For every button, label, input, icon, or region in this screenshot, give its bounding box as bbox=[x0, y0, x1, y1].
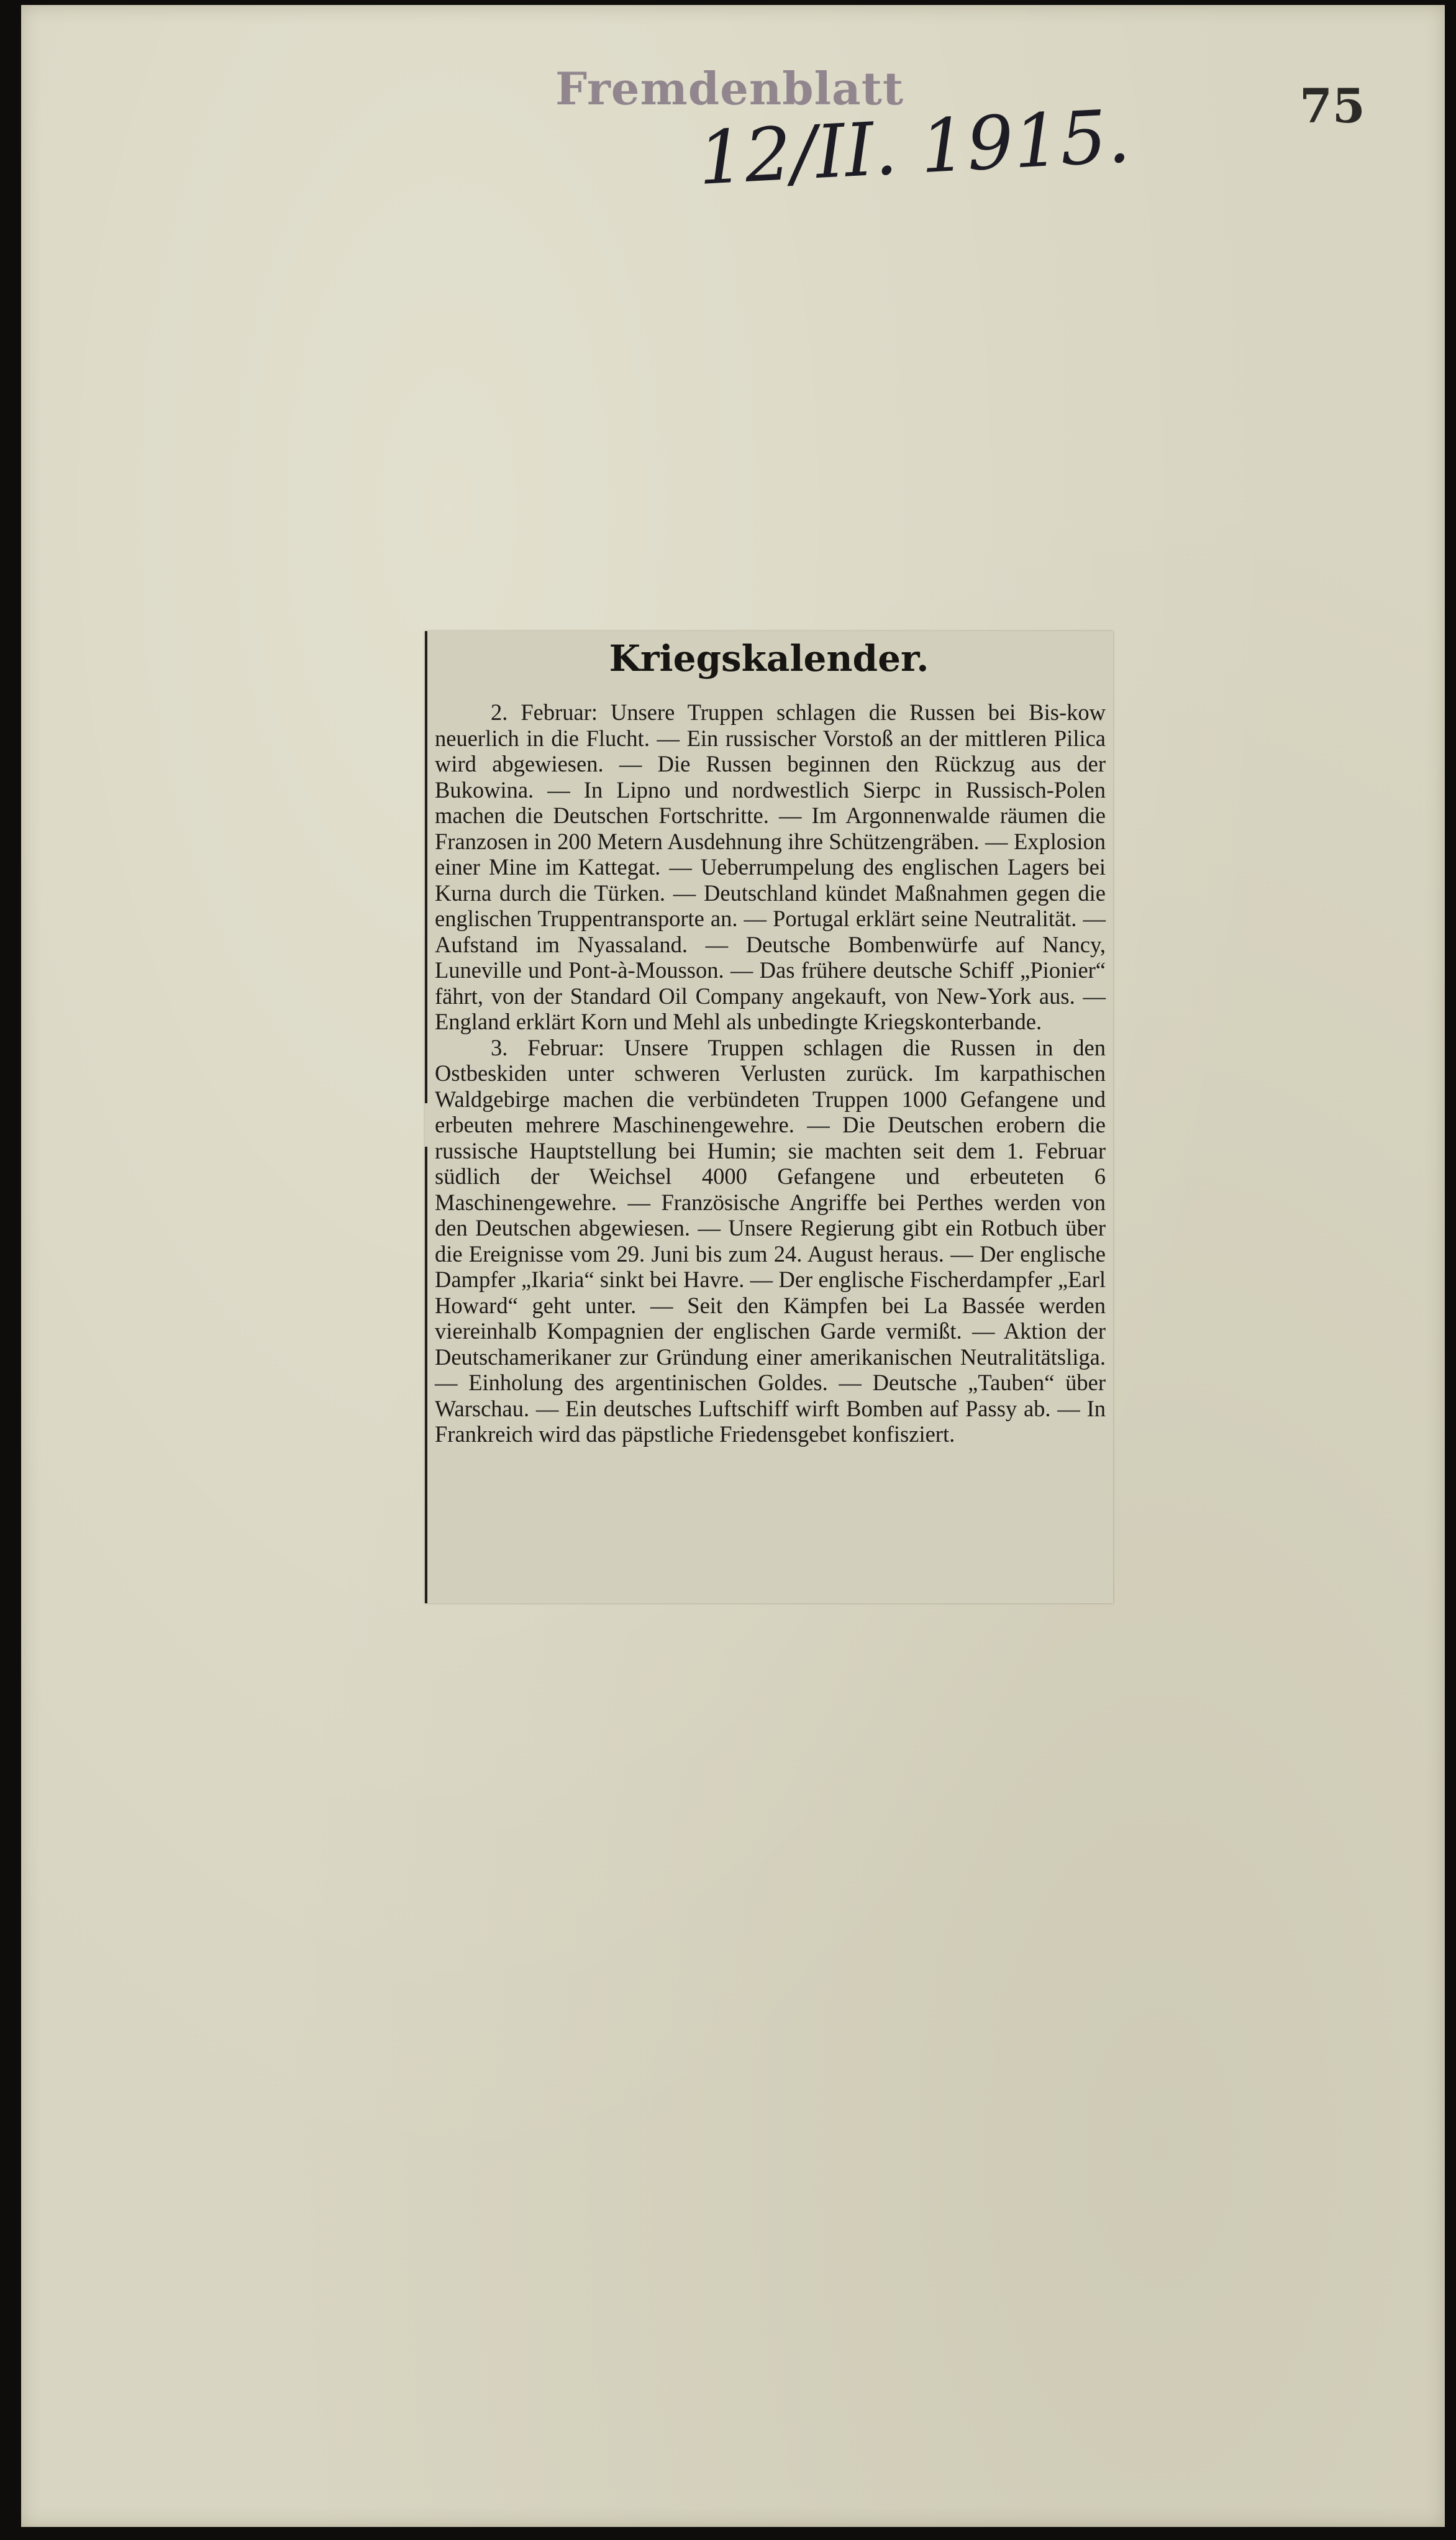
page-number: 75 bbox=[1299, 78, 1365, 134]
clipping-body bbox=[435, 699, 1106, 1447]
archive-sheet bbox=[21, 5, 1445, 2527]
newspaper-clipping bbox=[425, 631, 1113, 1603]
newspaper-stamp: Fremdenblatt bbox=[555, 62, 904, 115]
clipping-paragraph-feb-2: 2. Februar: Unsere Truppen schlagen die Russen bei Bis-kow neuerlich in die Flucht. — Ein russischer Vorstoß an der mittleren Pilica wird abgewiesen. — Die Russen beginnen den Rückzug aus der Bukowina. — In Lipno und nordwestlich Sierpc in Russisch-Polen machen die Deutschen Fortschritte. — Im Argonnenwalde räumen die Franzosen in 200 Metern Ausdehnung ihre Schützengräben. — Explosion einer Mine im Kattegat. — Ueberrumpelung des englischen Lagers bei Kurna durch die Türken. — Deutschland kündet Maßnahmen gegen die englischen Truppentransporte an. — Portugal erklärt seine Neutralität. — Aufstand im Nyassaland. — Deutsche Bombenwürfe auf Nancy, Luneville und Pont-à-Mousson. — Das frühere deutsche Schiff „Pionier“ fährt, von der Standard Oil Company angekauft, von New-York aus. — England erklärt Korn und Mehl als unbedingte Kriegskonterbande. bbox=[435, 699, 1106, 1034]
clipping-title: Kriegskalender. bbox=[609, 637, 929, 680]
handwritten-date: 12/II. 1915. bbox=[696, 93, 1132, 201]
clipping-paragraph-feb-3: 3. Februar: Unsere Truppen schlagen die Russen in den Ostbeskiden unter schweren Verlusten zurück. Im karpathischen Waldgebirge machen die verbündeten Truppen 1000 Gefangene und erbeuten mehrere Maschinengewehre. — Die Deutschen erobern die russische Hauptstellung bei Humin; sie machten seit dem 1. Februar südlich der Weichsel 4000 Gefangene und erbeuteten 6 Maschinengewehre. — Französische Angriffe bei Perthes werden von den Deutschen abgewiesen. — Unsere Regierung gibt ein Rotbuch über die Ereignisse vom 29. Juni bis zum 24. August heraus. — Der englische Dampfer „Ikaria“ sinkt bei Havre. — Der englische Fischerdampfer „Earl Howard“ geht unter. — Seit den Kämpfen bei La Bassée werden viereinhalb Kompagnien der englischen Garde vermißt. — Aktion der Deutschamerikaner zur Gründung einer amerikanischen Neutralitätsliga. — Einholung des argentinischen Goldes. — Deutsche „Tauben“ über Warschau. — Ein deutsches Luftschiff wirft Bomben auf Passy ab. — In Frankreich wird das päpstliche Friedensgebet konfisziert. bbox=[435, 1034, 1106, 1447]
clipping-rule-gap bbox=[425, 1103, 427, 1147]
